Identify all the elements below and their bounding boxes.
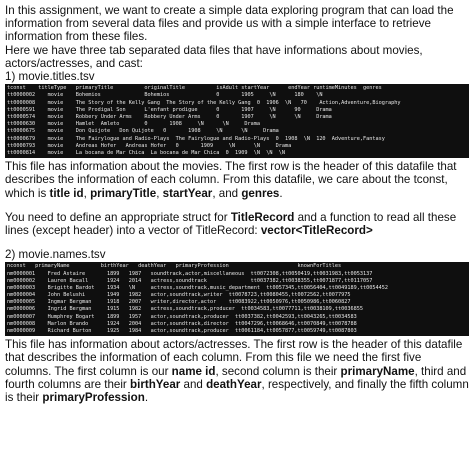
- term-primary-name: primaryName: [340, 364, 415, 378]
- names-terminal-row: nm0000003 Brigitte Bardot 1934 \N actress,soundtrack,music_department tt0057345,tt0056404,tt0049189,tt0054452: [7, 284, 389, 291]
- titles-terminal-row: tt0000675 movie Don Quijote Don Quijote 0 1908 \N \N Drama: [7, 128, 279, 135]
- section1-heading: 1) movie.titles.tsv: [5, 70, 95, 84]
- names-terminal-block: [5, 262, 469, 336]
- titles-terminal-row: tconst titleType primaryTitle originalTitle isAdult startYear endYear runtimeMinutes genres: [7, 85, 382, 92]
- names-terminal-row: nm0000009 Richard Burton 1925 1984 actor,soundtrack,producer tt0061184,tt0057877,tt0059749,tt0087803: [7, 328, 357, 334]
- titles-terminal-row: tt0000574 movie Robbery Under Arms Robbery Under Arms 0 1907 \N \N Drama: [7, 113, 332, 120]
- names-terminal-row: nm0000004 John Belushi 1949 1982 actor,soundtrack,writer tt0078723,tt0080455,tt0072562,tt0077975: [7, 292, 351, 299]
- titles-terminal-row: tt0000679 movie The Fairylogue and Radio-Plays The Fairylogue and Radio-Plays 0 1908 \N 120 Adventure,Fantasy: [7, 135, 385, 142]
- term-primary-profession: primaryProfession: [42, 391, 145, 404]
- struct-instructions: You need to define an appropriate struct for TitleRecord and a function to read all these lines (except header) into a vector of TitleRecord: vector<TitleRecord>: [5, 210, 457, 237]
- term-genres: genres: [241, 186, 280, 200]
- intro-paragraph-2: Here we have three tab separated data files that have informations about movies, actors/actresses, and cast:: [5, 43, 423, 70]
- term-birth-year: birthYear: [130, 377, 181, 391]
- names-terminal-row: nm0000008 Marlon Brando 1924 2004 actor,soundtrack,director tt0047296,tt0068646,tt0070849,tt0078788: [7, 320, 357, 327]
- names-terminal-row: nm0000005 Ingmar Bergman 1918 2007 writer,director,actor tt0083922,tt0050976,tt0050986,tt0060827: [7, 299, 351, 306]
- titles-terminal-row: tt0000814 movie La bocana de Mar Chica La bocana de Mar Chica 0 1909 \N \N \N: [7, 149, 285, 156]
- names-terminal-row: nm0000002 Lauren Bacall 1924 2014 actress,soundtrack tt0037382,tt0038355,tt0071877,tt0117057: [7, 277, 373, 284]
- names-terminal-row: nconst primaryName birthYear deathYear primaryProfession knownForTitles: [7, 263, 342, 270]
- names-description: This file has information about actors/actresses. The first row is the header of this datafile that describes the information of each column. From this file we need the first five columns. The first column is our name id, second column is their primaryName, third and fourth columns are their birthYear and deathYear, respectively, and finally the fifth column is their primaryProfession.: [5, 338, 469, 404]
- names-terminal-row: nm0000006 Ingrid Bergman 1915 1982 actress,soundtrack,producer tt0034583,tt0077711,tt0038109,tt0036855: [7, 306, 364, 313]
- term-title-record: TitleRecord: [230, 210, 295, 224]
- titles-terminal-row: tt0000630 movie Hamlet Amleto 0 1908 \N \N Drama: [7, 121, 260, 128]
- term-name-id: name id: [171, 364, 216, 378]
- titles-description: This file has information about the movies. The first row is the header of this datafile that describes the information of each column. From this datafile, we care about the tconst, which is title id, primaryTitle, startYear, and genres.: [5, 160, 457, 200]
- term-vector-title-record: vector<TitleRecord>: [260, 223, 373, 237]
- titles-terminal-block: [5, 84, 469, 158]
- section2-heading: 2) movie.names.tsv: [5, 248, 106, 262]
- names-terminal-row: nm0000001 Fred Astaire 1899 1987 soundtrack,actor,miscellaneous tt0072308,tt0050419,tt0031983,tt0053137: [7, 270, 373, 277]
- titles-terminal-row: tt0000793 movie Andreas Hofer Andreas Hofer 0 1909 \N \N Drama: [7, 142, 292, 149]
- titles-terminal-row: tt0000002 movie Bohemios Bohemios 0 1905 \N 180 \N: [7, 92, 323, 99]
- term-death-year: deathYear: [206, 377, 262, 391]
- term-title-id: title id: [49, 186, 84, 200]
- term-start-year: startYear: [162, 186, 213, 200]
- titles-terminal-row: tt0000008 movie The Story of the Kelly Gang The Story of the Kelly Gang 0 1906 \N 70 Action,Adventure,Biography: [7, 99, 401, 106]
- term-primary-title: primaryTitle: [90, 186, 157, 200]
- intro-paragraph-1: In this assignment, we want to create a simple data exploring program that can load the information from several data files and provide us with a simple interface to retrieve information from these files.: [5, 4, 454, 44]
- titles-terminal-row: tt0000591 movie The Prodigal Son L'enfant prodigue 0 1907 \N 90 Drama: [7, 106, 332, 113]
- names-terminal-row: nm0000007 Humphrey Bogart 1899 1957 actor,soundtrack,producer tt0037382,tt0042593,tt0043265,tt0034583: [7, 313, 357, 320]
